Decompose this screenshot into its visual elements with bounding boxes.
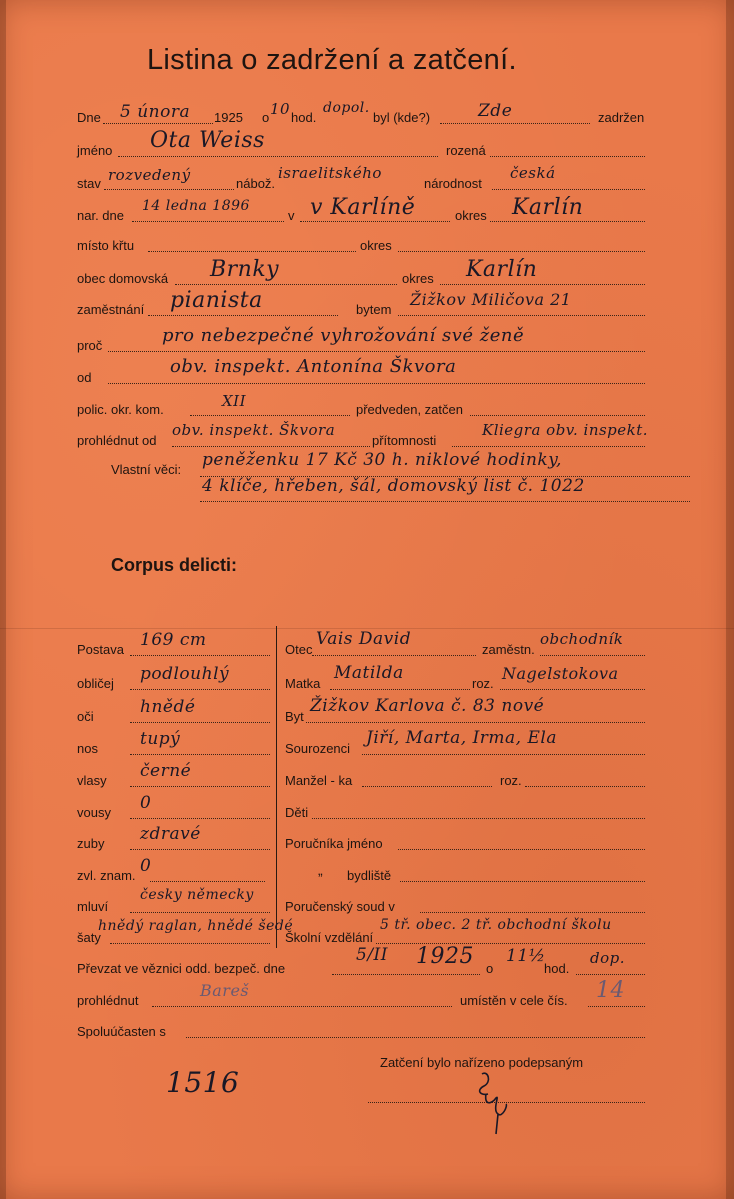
kom-value: XII bbox=[222, 392, 247, 410]
corpus-left-value: hnědé bbox=[140, 697, 196, 717]
dotted-line bbox=[130, 849, 270, 850]
dotted-line bbox=[130, 655, 270, 656]
corpus-left-value: česky německy bbox=[140, 887, 254, 903]
prohlednut2-label: prohlédnut bbox=[77, 993, 139, 1008]
prevzat-o-label: o bbox=[486, 961, 494, 976]
corpus-right-label: bydliště bbox=[347, 868, 392, 883]
stav-label: stav bbox=[77, 176, 101, 191]
corpus-left-value: hnědý raglan, hnědé šedé bbox=[98, 918, 294, 934]
corpus-left-value: zdravé bbox=[140, 824, 201, 844]
kom-label: polic. okr. kom. bbox=[77, 402, 164, 417]
v-value: v Karlíně bbox=[310, 195, 416, 220]
corpus-left-label: nos bbox=[77, 741, 98, 756]
prohlednut-label: prohlédnut od bbox=[77, 433, 157, 448]
matka-roz-value: Nagelstokova bbox=[502, 664, 619, 683]
prevzat-hour: 11½ bbox=[506, 946, 546, 966]
veci-line1: peněženku 17 Kč 30 h. niklové hodinky, bbox=[202, 450, 562, 470]
corpus-right-label: Manžel - ka bbox=[285, 773, 353, 788]
nar-label: nar. dne bbox=[77, 208, 124, 223]
dotted-line bbox=[525, 786, 645, 787]
zadrzen-label: zadržen bbox=[598, 110, 645, 125]
dotted-line bbox=[312, 818, 645, 819]
jmeno-value: Ota Weiss bbox=[150, 128, 265, 153]
narodnost-value: česká bbox=[510, 164, 556, 182]
year-label: 1925 bbox=[214, 110, 243, 125]
corpus-right-value: Vais David bbox=[316, 629, 412, 649]
dotted-line bbox=[130, 722, 270, 723]
veci-label: Vlastní věci: bbox=[111, 462, 182, 477]
corpus-right-label: Byt bbox=[285, 709, 304, 724]
corpus-left-label: zuby bbox=[77, 836, 105, 851]
pritomnosti-value: Kliegra obv. inspekt. bbox=[482, 421, 649, 439]
dotted-line bbox=[398, 849, 645, 850]
signature-mark bbox=[462, 1066, 532, 1136]
dotted-line bbox=[330, 689, 470, 690]
file-number: 1516 bbox=[166, 1066, 240, 1099]
okres-value: Karlín bbox=[512, 195, 584, 220]
document-title: Listina o zadržení a zatčení. bbox=[147, 44, 517, 76]
matka-roz-label: roz. bbox=[472, 676, 494, 691]
narodnost-label: národnost bbox=[424, 176, 482, 191]
otec-zamestnani-label: zaměstn. bbox=[482, 642, 535, 657]
veci-line2: 4 klíče, hřeben, šál, domovský list č. 1022 bbox=[202, 476, 585, 496]
dotted-line bbox=[362, 754, 645, 755]
corpus-left-value: 0 bbox=[140, 793, 152, 813]
dotted-line bbox=[130, 689, 270, 690]
prohlednut2-value: Bareš bbox=[200, 981, 250, 1000]
corpus-right-value: 5 tř. obec. 2 tř. obchodní školu bbox=[380, 917, 612, 933]
hour-value: 10 bbox=[270, 100, 291, 118]
bytem-value: Žižkov Miličova 21 bbox=[410, 290, 572, 309]
spoluucasten-label: Spoluúčasten s bbox=[77, 1024, 166, 1039]
dotted-line bbox=[306, 722, 645, 723]
corpus-right-value: Matilda bbox=[334, 663, 404, 683]
corpus-right-label: Školní vzdělání bbox=[285, 930, 374, 945]
prevzat-label: Převzat ve věznici odd. bezpeč. dne bbox=[77, 961, 286, 976]
manzel-roz-label: roz. bbox=[500, 773, 522, 788]
dotted-line bbox=[376, 943, 645, 944]
prevzat-hod-label: hod. bbox=[544, 961, 570, 976]
dotted-line bbox=[400, 881, 645, 882]
obec-okres-value: Karlín bbox=[466, 257, 538, 282]
corpus-heading: Corpus delicti: bbox=[111, 555, 238, 575]
dotted-line bbox=[130, 754, 270, 755]
sheet-right-edge bbox=[726, 0, 734, 1199]
dotted-line bbox=[130, 818, 270, 819]
dotted-line bbox=[130, 912, 270, 913]
nabozenstvi-label: nábož. bbox=[236, 176, 276, 191]
predveden-label: předveden, zatčen bbox=[356, 402, 463, 417]
dne-value: 5 února bbox=[120, 102, 191, 122]
umisten-label: umístěn v cele čís. bbox=[460, 993, 568, 1008]
dotted-line bbox=[110, 943, 270, 944]
corpus-left-value: tupý bbox=[140, 729, 181, 749]
corpus-left-label: vousy bbox=[77, 805, 111, 820]
dne-label: Dne bbox=[77, 110, 101, 125]
corpus-right-label: Děti bbox=[285, 805, 309, 820]
corpus-right-value: Žižkov Karlova č. 83 nové bbox=[310, 696, 545, 716]
nabozenstvi-value: israelitského bbox=[278, 164, 382, 182]
stav-value: rozvedený bbox=[108, 166, 191, 184]
dotted-line bbox=[540, 655, 645, 656]
prevzat-date: 5/II bbox=[356, 945, 388, 965]
corpus-left-label: mluví bbox=[77, 899, 109, 914]
dotted-line bbox=[500, 689, 645, 690]
o-label: o bbox=[262, 110, 270, 125]
corpus-right-label: Otec bbox=[285, 642, 313, 657]
zamestnani-label: zaměstnání bbox=[77, 302, 145, 317]
obec-value: Brnky bbox=[210, 257, 280, 282]
corpus-left-label: Postava bbox=[77, 642, 124, 657]
corpus-left-value: podlouhlý bbox=[140, 664, 230, 684]
proc-label: proč bbox=[77, 338, 103, 353]
corpus-left-label: vlasy bbox=[77, 773, 107, 788]
zatceni-label: Zatčení bylo nařízeno podepsaným bbox=[380, 1055, 584, 1070]
prevzat-year: 1925 bbox=[416, 944, 474, 969]
corpus-left-label: oči bbox=[77, 709, 94, 724]
dopol-value: dopol. bbox=[323, 100, 370, 116]
dotted-line bbox=[150, 881, 265, 882]
corpus-right-value: Jiří, Marta, Irma, Ela bbox=[366, 728, 557, 748]
bydliste-quote: „ bbox=[318, 862, 323, 878]
otec-zamestnani-value: obchodník bbox=[540, 630, 624, 648]
corpus-right-label: Poručenský soud v bbox=[285, 899, 395, 914]
nar-value: 14 ledna 1896 bbox=[142, 198, 250, 214]
od-value: obv. inspekt. Antonína Škvora bbox=[170, 356, 457, 377]
corpus-left-label: zvl. znam. bbox=[77, 868, 136, 883]
prohlednut-value: obv. inspekt. Škvora bbox=[172, 421, 336, 439]
corpus-right-label: Poručníka jméno bbox=[285, 836, 383, 851]
corpus-left-value: 169 cm bbox=[140, 630, 207, 650]
hod-label: hod. bbox=[291, 110, 317, 125]
corpus-right-label: Matka bbox=[285, 676, 321, 691]
misto-label: místo křtu bbox=[77, 238, 135, 253]
misto-okres-label: okres bbox=[360, 238, 392, 253]
dotted-line bbox=[420, 912, 645, 913]
od-label: od bbox=[77, 370, 92, 385]
v-label: v bbox=[288, 208, 295, 223]
dotted-line bbox=[362, 786, 492, 787]
proc-value: pro nebezpečné vyhrožování své ženě bbox=[162, 325, 525, 346]
dotted-line bbox=[130, 786, 270, 787]
obec-okres-label: okres bbox=[402, 271, 434, 286]
umisten-value: 14 bbox=[596, 978, 625, 1003]
corpus-left-label: šaty bbox=[77, 930, 101, 945]
bytem-label: bytem bbox=[356, 302, 392, 317]
jmeno-label: jméno bbox=[77, 143, 113, 158]
zamestnani-value: pianista bbox=[170, 288, 263, 313]
pritomnosti-label: přítomnosti bbox=[372, 433, 437, 448]
byl-label: byl (kde?) bbox=[373, 110, 431, 125]
sheet-left-edge bbox=[0, 0, 6, 1199]
corpus-left-value: 0 bbox=[140, 856, 152, 876]
obec-label: obec domovská bbox=[77, 271, 169, 286]
corpus-left-value: černé bbox=[140, 761, 192, 781]
dotted-line bbox=[312, 655, 476, 656]
corpus-left-label: obličej bbox=[77, 676, 114, 691]
prevzat-dop: dop. bbox=[590, 949, 626, 967]
corpus-divider bbox=[276, 626, 277, 948]
rozena-label: rozená bbox=[446, 143, 486, 158]
byl-value: Zde bbox=[478, 101, 513, 121]
corpus-right-label: Sourozenci bbox=[285, 741, 351, 756]
okres-label: okres bbox=[455, 208, 487, 223]
